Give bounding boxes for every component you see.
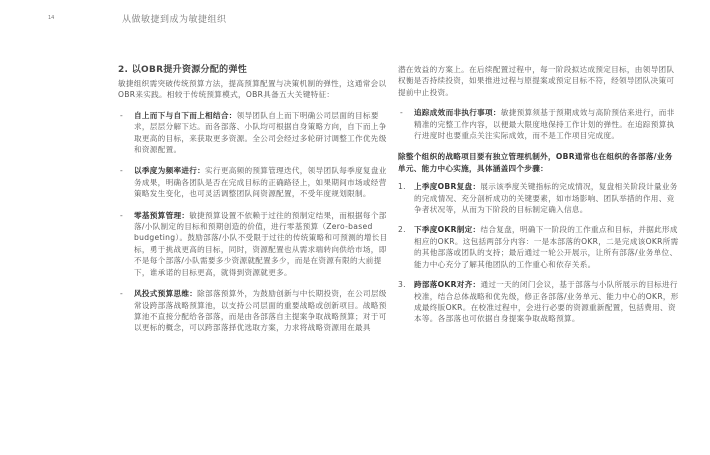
intro-paragraph: 敏捷组织需突破传统预算方法，提高预算配置与决策机制的弹性，这通常会以OBR来实践。相较于传统预算模式，OBR具备五大关键特征：: [118, 79, 387, 100]
list-item-text: 除部落预算外，为鼓励创新与中长期投资，在公司层级常设跨部落战略预算池，以支持公司层面的重要战略或创新项目。战略预算池不直接分配给各部落，而是由各部落自主提案争取战略预算；对于可以更标的概念，可以跨部落择优选取方案，力求将战略资源用在最具: [134, 289, 387, 333]
step-text: 结合复盘，明确下一阶段的工作重点和目标，并据此形成相应的OKR。这包括两部分内容：一是本部落的OKR，二是完成该OKR所需的其他部落或团队的支持；最后通过一轮公开展示，让所有部落/业务单位、能力中心充分了解其他团队的工作重心和依存关系。: [414, 225, 679, 269]
list-item-text: 敏捷预算设置不依赖于过往的预制定结果，而根据每个部落/小队制定的目标和预期创造的价值，进行零基预算（Zero-based budgeting）。鼓励部落/小队不受限于过往的传统策略和可预测的增长目标，勇于挑战更高的目标，同时，资源配置也从需求端转向供给市场，即不是每个部落/小队需要多少资源就配置多少，而是在资源有限的大前提下，谁承诺的目标更高，就得到资源就更多。: [134, 210, 388, 277]
step-text: 展示该季度关键指标的完成情况，复盘相关阶段计量业务的完成情况、充分剖析成功的关键要素，如市场影响、团队举措的作用、竞争者状况等，从而为下阶段的目标制定确入信息。: [414, 182, 678, 215]
feature-list-continued: [398, 107, 680, 141]
list-item-term: 以季度为频率进行：: [134, 166, 206, 176]
step-text: 通过一天的闭门会议，基于部落与小队所展示的目标进行校准，结合总体战略和优先级，修正各部落/业务单元、能力中心的OKR，形成最终版OKR。在校准过程中，会进行必要的资源重新配置，包括费用、资本等。各部落也可依据自身提案争取战略预算。: [414, 280, 679, 324]
page-number: 14: [48, 15, 55, 21]
list-item: [398, 107, 680, 141]
right-column: [398, 64, 680, 334]
list-item-term: 追踪成效而非执行事项：: [414, 108, 501, 118]
running-title: 从做敏捷到成为敏捷组织: [122, 15, 227, 25]
step-term: 下季度OKR制定：: [414, 225, 481, 235]
step-number: 3.: [398, 280, 406, 290]
step-term: 上季度OBR复盘：: [414, 182, 481, 192]
list-item-term: 风投式预算思维：: [134, 289, 198, 299]
list-item-term: 零基预算管理：: [134, 210, 190, 220]
list-item: [118, 110, 390, 156]
feature-list: [118, 110, 390, 334]
list-item-term: 自上而下与自下而上相结合：: [134, 110, 237, 120]
list-item: [118, 165, 390, 199]
list-item: [118, 210, 390, 278]
steps-intro: 除整个组织的战略项目要有独立管理机制外，OBR通常也在组织的各部落/业务单元、能力中心实施，具体涵盖四个步骤：: [398, 152, 673, 173]
dash-bullet: -: [400, 108, 404, 118]
list-item-text: 领导团队自上而下明确公司层面的目标要求，层层分解下达。而各部落、小队均可根据自身策略方向，自下而上争取更高的目标，来获取更多资源。全公司会经过多轮研讨调整工作优先级和资源配置。: [134, 110, 387, 155]
step-number: 1.: [398, 182, 406, 192]
dash-bullet: -: [120, 166, 124, 176]
step-item: [398, 181, 680, 215]
dash-bullet: -: [120, 289, 124, 299]
step-number: 2.: [398, 225, 406, 235]
dash-bullet: -: [120, 210, 124, 220]
step-item: [398, 224, 680, 270]
section-title: 2. 以OBR提升资源分配的弹性: [118, 65, 248, 75]
list-item-text: 实行更高频的预算管理迭代，领导团队每季度复盘业务成果，明确各团队是否在完成目标的正确路径上，如果期间市场或经营策略发生变化，也可灵活调整团队间资源配置，不受年度规划限制。: [134, 166, 387, 199]
step-item: [398, 279, 680, 325]
left-column: [118, 64, 390, 344]
list-item-text: 敏捷预算须基于预期成效与高阶预估来进行，而非精准的完整工作内容，以便最大限度地保持工作计划的弹性。在追踪预算执行进度时也要重点关注实际成效，而不是工作项目完成度。: [414, 108, 675, 141]
dash-bullet: -: [120, 110, 124, 120]
list-item: [118, 288, 390, 334]
page-header: [0, 0, 710, 50]
steps-list: [398, 181, 680, 324]
step-term: 跨部落OKR对齐：: [414, 280, 481, 290]
continuation-paragraph: 潜在效益的方案上。在后续配置过程中，每一阶段拟达成预定目标，由领导团队权衡是否持续投资，如果推进过程与原提案或预定目标不符，经领导团队决策可提前中止投资。: [398, 65, 675, 97]
